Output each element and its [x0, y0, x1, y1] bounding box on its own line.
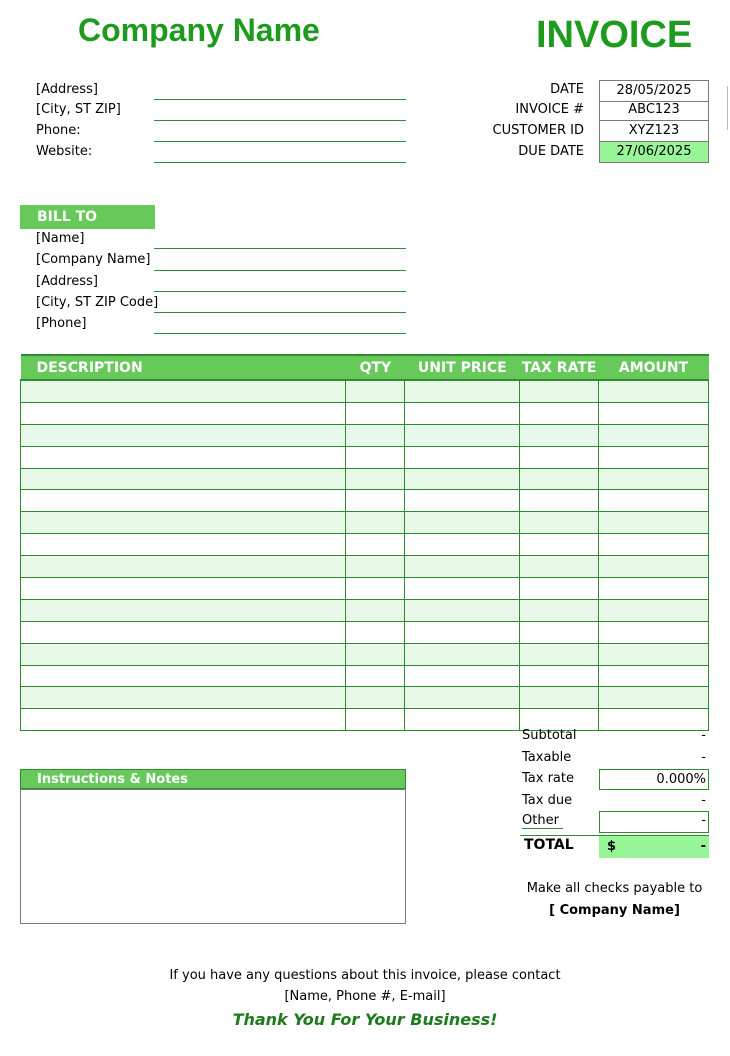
tax-due-value: -: [701, 793, 706, 808]
date-field[interactable]: 28/05/2025: [599, 80, 709, 102]
amount-cell[interactable]: [599, 709, 709, 731]
contact-line: If you have any questions about this invoice, please contact: [169, 968, 561, 983]
other-value: -: [701, 813, 706, 828]
unit-price-cell[interactable]: [405, 621, 520, 643]
tax-rate-cell[interactable]: [520, 621, 599, 643]
tax-rate-cell[interactable]: [520, 402, 599, 424]
line-items-table: [20, 354, 709, 731]
amount-cell[interactable]: [599, 599, 709, 621]
tax-rate-cell[interactable]: [520, 687, 599, 709]
invoice-number-field[interactable]: ABC123: [599, 100, 709, 121]
col-unit-price: UNIT PRICE: [405, 355, 520, 380]
total-label: TOTAL: [524, 837, 574, 853]
col-description: DESCRIPTION: [21, 355, 346, 380]
qty-cell[interactable]: [346, 402, 405, 424]
payable-line: Make all checks payable to: [526, 881, 703, 896]
description-cell[interactable]: [21, 424, 346, 446]
bill-to-city: [City, ST ZIP Code]: [36, 295, 159, 310]
other-label: Other: [522, 813, 563, 829]
qty-cell[interactable]: [346, 446, 405, 468]
table-row: [21, 621, 709, 643]
table-row: [21, 424, 709, 446]
bill-to-name-line[interactable]: [154, 248, 406, 249]
amount-cell[interactable]: [599, 380, 709, 402]
customer-id-label: CUSTOMER ID: [492, 123, 584, 138]
unit-price-cell[interactable]: [405, 643, 520, 665]
col-qty: QTY: [346, 355, 405, 380]
notes-textarea[interactable]: [20, 789, 406, 924]
amount-cell[interactable]: [599, 424, 709, 446]
subtotal-value: -: [701, 728, 706, 743]
invoice-number-label: INVOICE #: [515, 102, 584, 117]
unit-price-cell[interactable]: [405, 709, 520, 731]
bill-to-phone-line[interactable]: [154, 333, 406, 334]
table-row: [21, 643, 709, 665]
col-tax-rate: TAX RATE: [520, 355, 599, 380]
tax-rate-cell[interactable]: [520, 556, 599, 578]
qty-cell[interactable]: [346, 621, 405, 643]
table-row: [21, 490, 709, 512]
tax-rate-cell[interactable]: [520, 534, 599, 556]
amount-cell[interactable]: [599, 556, 709, 578]
description-cell[interactable]: [21, 512, 346, 534]
description-cell[interactable]: [21, 709, 346, 731]
table-row: [21, 380, 709, 402]
unit-price-cell[interactable]: [405, 424, 520, 446]
customer-id-field[interactable]: XYZ123: [599, 121, 709, 142]
notes-heading: Instructions & Notes: [20, 769, 406, 789]
tax-rate-cell[interactable]: [520, 490, 599, 512]
qty-cell[interactable]: [346, 665, 405, 687]
seller-website-label: Website:: [36, 144, 93, 159]
seller-website-line[interactable]: [154, 162, 406, 163]
qty-cell[interactable]: [346, 424, 405, 446]
description-cell[interactable]: [21, 556, 346, 578]
qty-cell[interactable]: [346, 468, 405, 490]
taxable-label: Taxable: [522, 750, 572, 765]
contact-details: [Name, Phone #, E-mail]: [284, 989, 446, 1004]
unit-price-cell[interactable]: [405, 687, 520, 709]
amount-cell[interactable]: [599, 643, 709, 665]
other-field[interactable]: [599, 811, 709, 833]
tax-rate-cell[interactable]: [520, 665, 599, 687]
seller-phone-line[interactable]: [154, 141, 406, 142]
qty-cell[interactable]: [346, 578, 405, 600]
table-row: [21, 446, 709, 468]
due-date-label: DUE DATE: [518, 144, 584, 159]
unit-price-cell[interactable]: [405, 468, 520, 490]
tax-rate-cell[interactable]: [520, 380, 599, 402]
description-cell[interactable]: [21, 468, 346, 490]
qty-cell[interactable]: [346, 512, 405, 534]
table-row: [21, 665, 709, 687]
date-label: DATE: [550, 82, 584, 97]
seller-city-line[interactable]: [154, 120, 406, 121]
qty-cell[interactable]: [346, 599, 405, 621]
qty-cell[interactable]: [346, 556, 405, 578]
qty-cell[interactable]: [346, 490, 405, 512]
amount-cell[interactable]: [599, 665, 709, 687]
description-cell[interactable]: [21, 402, 346, 424]
amount-cell[interactable]: [599, 402, 709, 424]
qty-cell[interactable]: [346, 643, 405, 665]
col-amount: AMOUNT: [599, 355, 709, 380]
table-row: [21, 534, 709, 556]
table-row: [21, 468, 709, 490]
description-cell[interactable]: [21, 380, 346, 402]
bill-to-city-line[interactable]: [154, 312, 406, 313]
tax-rate-cell[interactable]: [520, 468, 599, 490]
qty-cell[interactable]: [346, 534, 405, 556]
company-name: Company Name: [78, 12, 320, 48]
amount-cell[interactable]: [599, 512, 709, 534]
amount-cell[interactable]: [599, 621, 709, 643]
qty-cell[interactable]: [346, 709, 405, 731]
amount-cell[interactable]: [599, 534, 709, 556]
table-row: [21, 687, 709, 709]
unit-price-cell[interactable]: [405, 512, 520, 534]
table-row: [21, 578, 709, 600]
table-row: [21, 709, 709, 731]
total-value: -: [700, 839, 706, 854]
tax-rate-cell[interactable]: [520, 424, 599, 446]
unit-price-cell[interactable]: [405, 556, 520, 578]
tax-rate-label: Tax rate: [522, 771, 574, 786]
seller-city: [City, ST ZIP]: [36, 102, 121, 117]
thank-you-message: Thank You For Your Business!: [232, 1010, 498, 1029]
seller-phone-label: Phone:: [36, 123, 81, 138]
amount-cell[interactable]: [599, 490, 709, 512]
description-cell[interactable]: [21, 687, 346, 709]
description-cell[interactable]: [21, 665, 346, 687]
qty-cell[interactable]: [346, 380, 405, 402]
tax-rate-cell[interactable]: [520, 578, 599, 600]
amount-cell[interactable]: [599, 446, 709, 468]
unit-price-cell[interactable]: [405, 534, 520, 556]
tax-rate-cell[interactable]: [520, 446, 599, 468]
unit-price-cell[interactable]: [405, 490, 520, 512]
invoice-title: INVOICE: [536, 14, 693, 56]
bill-to-company: [Company Name]: [36, 252, 151, 267]
seller-address: [Address]: [36, 82, 98, 97]
amount-cell[interactable]: [599, 687, 709, 709]
table-row: [21, 599, 709, 621]
bill-to-heading: BILL TO: [20, 205, 155, 229]
total-currency: $: [607, 839, 617, 854]
tax-rate-cell[interactable]: [520, 643, 599, 665]
tax-rate-cell[interactable]: [520, 512, 599, 534]
table-row: [21, 556, 709, 578]
table-row: [21, 512, 709, 534]
taxable-value: -: [701, 750, 706, 765]
description-cell[interactable]: [21, 446, 346, 468]
tax-rate-field[interactable]: [599, 769, 709, 790]
seller-address-line[interactable]: [154, 99, 406, 100]
description-cell[interactable]: [21, 490, 346, 512]
unit-price-cell[interactable]: [405, 578, 520, 600]
bill-to-name: [Name]: [36, 231, 85, 246]
table-row: [21, 402, 709, 424]
bill-to-company-line[interactable]: [154, 270, 406, 271]
description-cell[interactable]: [21, 599, 346, 621]
tax-rate-value: 0.000%: [656, 772, 706, 787]
unit-price-cell[interactable]: [405, 665, 520, 687]
unit-price-cell[interactable]: [405, 402, 520, 424]
qty-cell[interactable]: [346, 687, 405, 709]
due-date-field[interactable]: 27/06/2025: [599, 142, 709, 163]
bill-to-address-line[interactable]: [154, 291, 406, 292]
bill-to-address: [Address]: [36, 274, 98, 289]
unit-price-cell[interactable]: [405, 380, 520, 402]
tax-due-label: Tax due: [522, 793, 573, 808]
tax-rate-cell[interactable]: [520, 599, 599, 621]
subtotal-label: Subtotal: [522, 728, 577, 743]
unit-price-cell[interactable]: [405, 446, 520, 468]
description-cell[interactable]: [21, 534, 346, 556]
description-cell[interactable]: [21, 643, 346, 665]
description-cell[interactable]: [21, 578, 346, 600]
amount-cell[interactable]: [599, 578, 709, 600]
unit-price-cell[interactable]: [405, 599, 520, 621]
amount-cell[interactable]: [599, 468, 709, 490]
payable-company: [ Company Name]: [549, 903, 680, 918]
description-cell[interactable]: [21, 621, 346, 643]
bill-to-phone: [Phone]: [36, 316, 87, 331]
